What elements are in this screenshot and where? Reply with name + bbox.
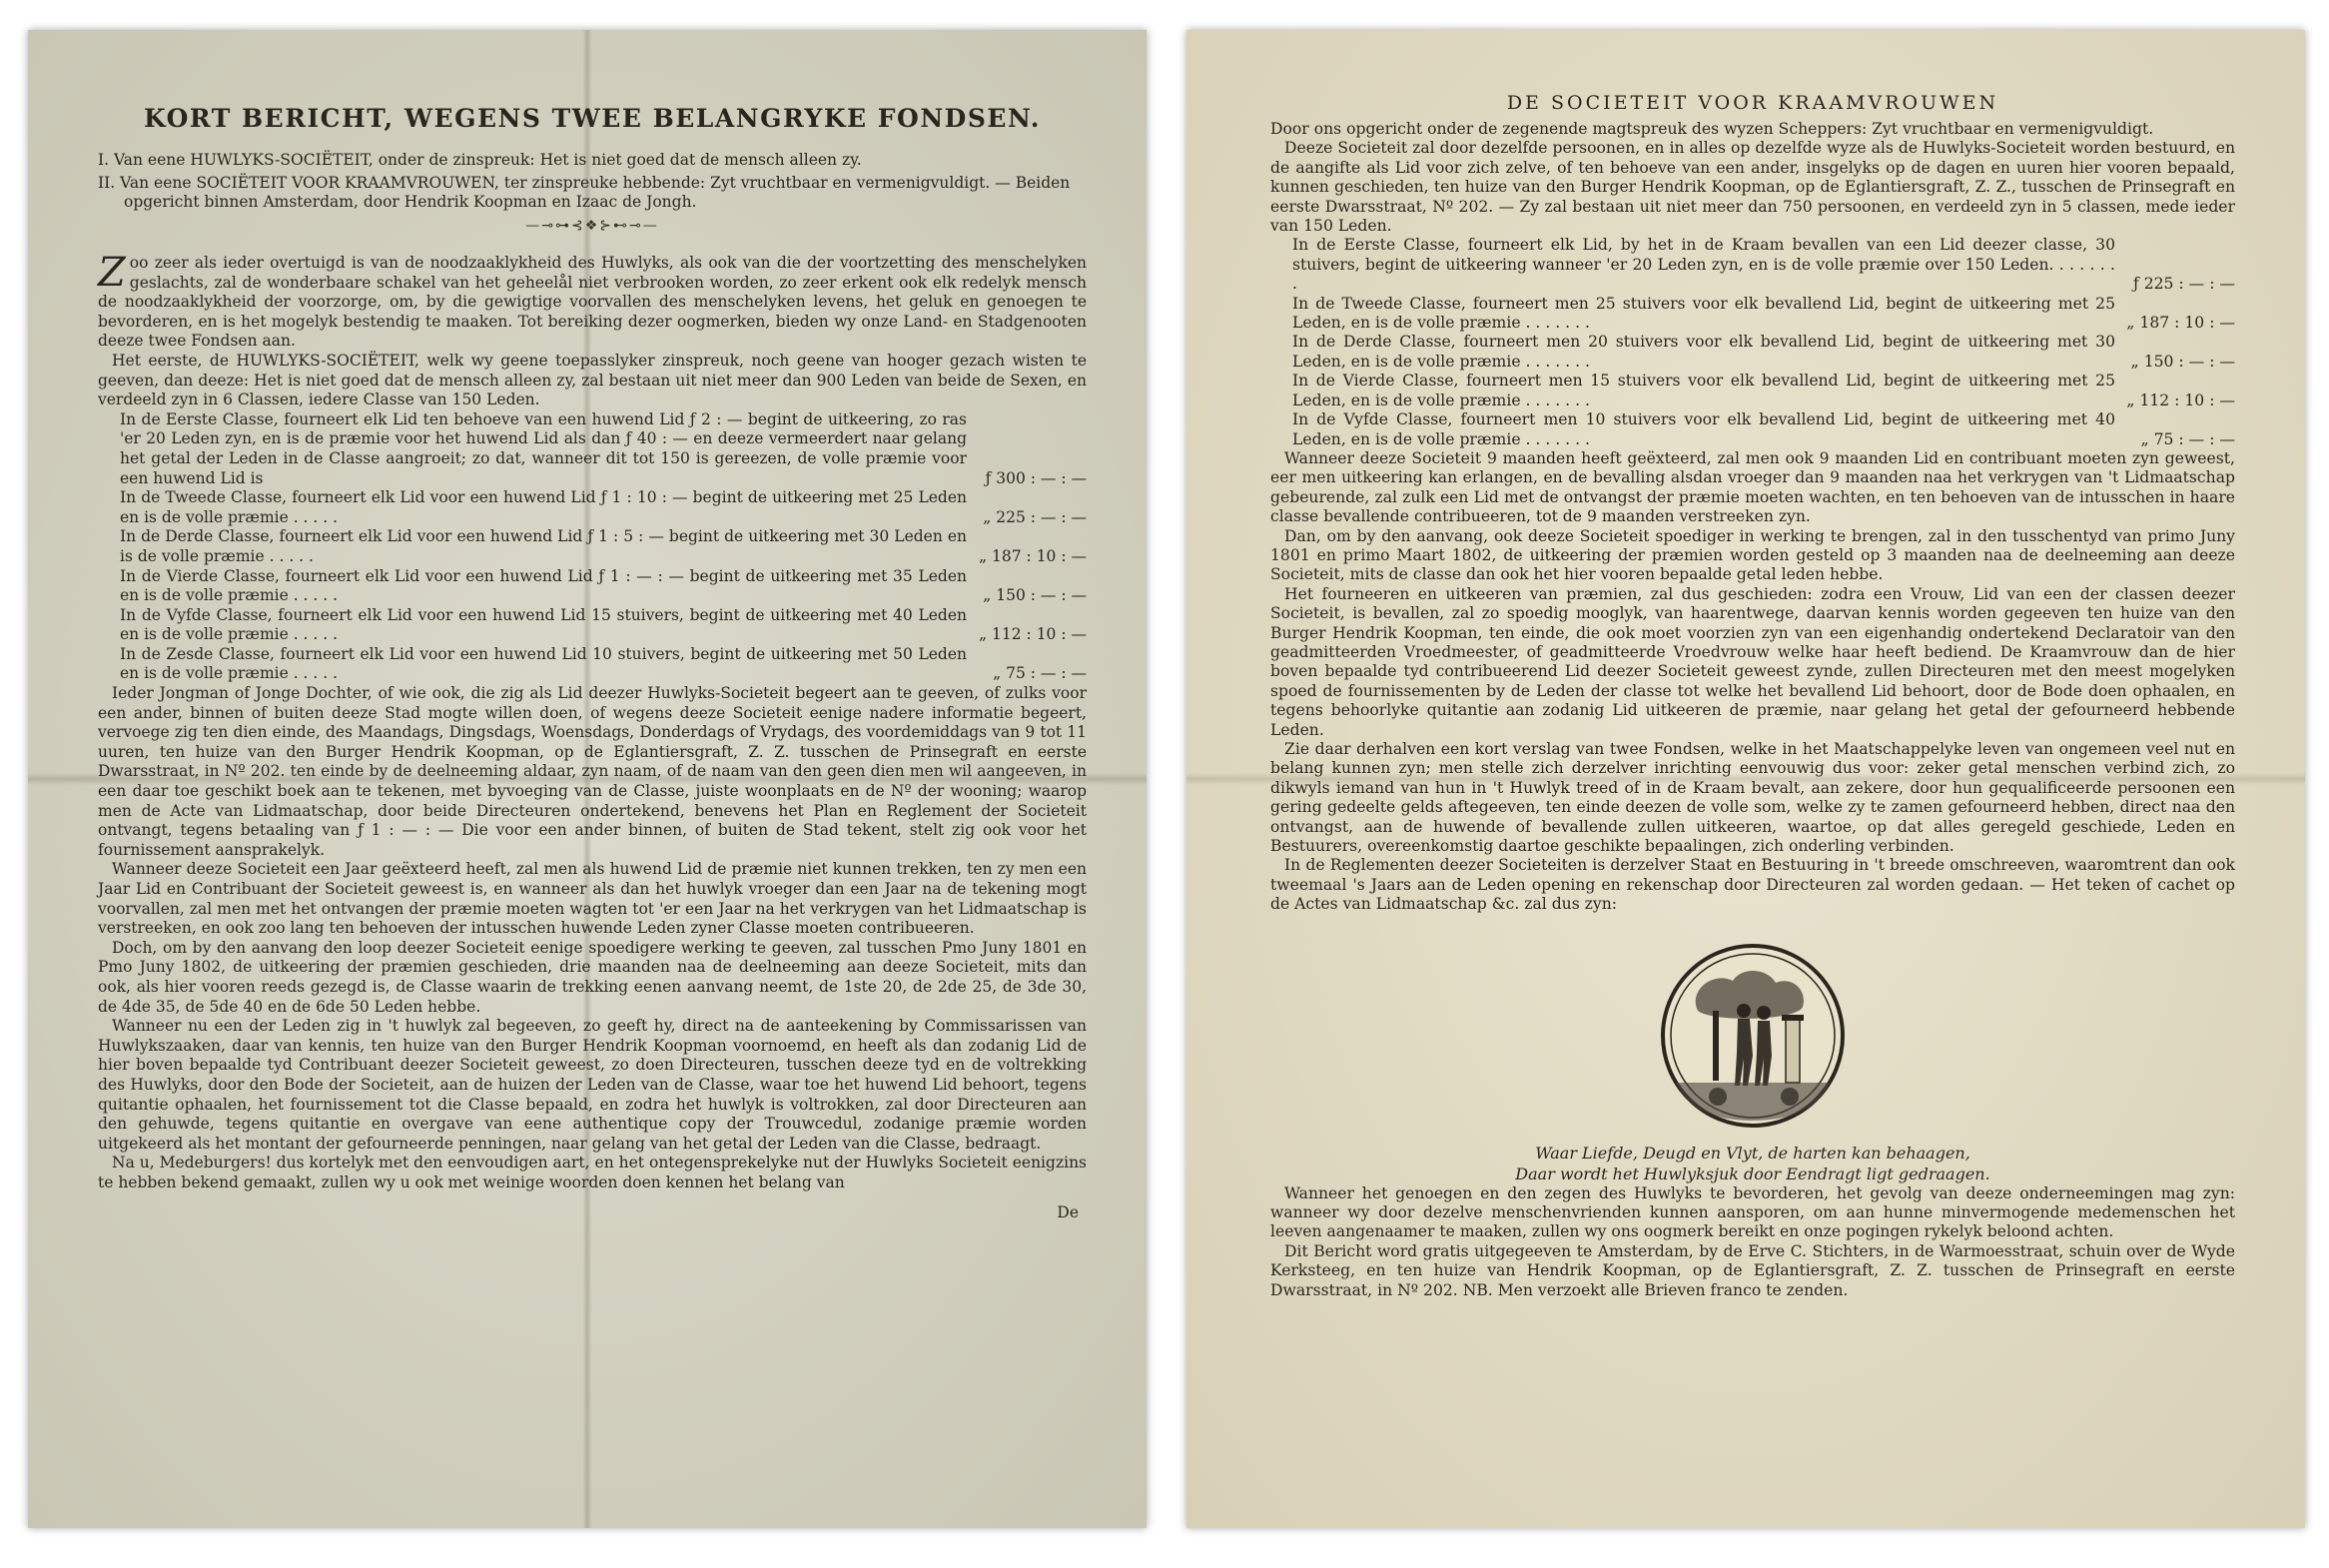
class-amount: „ 150 : — : — [983,586,1087,605]
imprint-paragraph: Dit Bericht word gratis uitgegeeven te Amsterdam, by de Erve C. Stichters, in de Warmoesstraat, schuin over de Wyde Kerksteeg, en ten huize van Hendrik Koopman, op de Eglantiersgraft, Z. Z. tusschen de Prinsegraft en eerste Dwarsstraat, in Nº 202. NB. Men verzoekt alle Brieven franco te zenden. [1270,1241,2235,1299]
society-paragraph: Het eerste, de HUWLYKS-SOCIËTEIT, welk wy geene toepasslyker zinspreuk, noch geene van hooger gezach wisten te geeven, dan deeze: Het is niet goed dat de mensch alleen zy, zal bestaan uit niet meer dan 900 Leden van beide de Sexen, en verdeeld zyn in 6 Classen, iedere Classe van 150 Leden. [98,351,1087,409]
class-amount: ƒ 300 : — : — [985,468,1087,487]
class-amount: „ 150 : — : — [2130,352,2235,371]
seal-emblem-icon [1658,941,1848,1131]
body-paragraph: Door ons opgericht onder de zegenende magtspreuk des wyzen Scheppers: Zyt vruchtbaar en vermenigvuldigt. [1270,120,2154,138]
verse-line: Daar wordt het Huwlyksjuk door Eendragt ligt gedraagen. [1515,1164,1990,1183]
body-paragraph: Dan, om by den aanvang, ook deeze Societeit spoediger in werking te brengen, zal in den tusschentyd van primo Juny 1801 en primo Maart 1802, de uitkeering der præmien worden gesteld op 3 maanden naa de deelneeming aan deeze Societeit, mits de classe dan ook het hier vooren bepaalde getal leden hebbe. [1270,526,2235,584]
left-page [28,30,1147,1528]
class-text: In de Vyfde Classe, fourneert men 10 stuivers voor elk bevallend Lid, begint de uitkeering met 40 Leden, en is de volle præmie . . . . . . . [1292,410,2115,448]
catchword: De [1057,1202,1079,1221]
body-paragraph: Wanneer nu een der Leden zig in 't huwlyk zal begeeven, zo geeft hy, direct na de aanteekening by Commissarissen van Huwlykszaaken, daar van kennis, ten huize van den Burger Hendrik Koopman voornoemd, en heeft als dan zodanig Lid de hier boven bepaalde tyd Contribuant deezer Societeit geweest, zo doen Directeuren, tusschen deeze tyd en de voltrekking des Huwlyks, door den Bode der Societeit, aan de huizen der Leden van de Classe, waar toe het huwend Lid behoort, tegens quitantie ophaalen, het fournissement tot die Classe bepaald, en zodra het huwlyk is voltrokken, zal door Directeuren aan den gehuwde, tegens quitantie en overgave van eene authentique copy der Trouwcedul, zodanige præmie worden uitgekeerd als het montant der gefourneerde penningen, naar gelang van het getal der Leden van die Classe, bedraagt. [98,1017,1087,1153]
fund-numeral: II. [98,174,116,192]
class-text: In de Zesde Classe, fourneert elk Lid voor een huwend Lid 10 stuivers, begint de uitkeering met 50 Leden en is de volle præmie . . . . . [120,644,967,683]
body-paragraph: Deeze Societeit zal door dezelfde persoonen, en in alles op dezelfde wyze als de Huwlyks-Societeit worden bestuurd, en de aangifte als Lid voor zich zelve, of ten behoeve van een ander, insgelyks op de dagen en uuren hier vooren bepaald, kunnen geschieden, ten huize van den Burger Hendrik Koopman, op de Eglantiersgraft, Z. Z., tusschen de Prinsegraft en eerste Dwarsstraat, Nº 202. — Zy zal bestaan uit niet meer dan 750 persoonen, en verdeeld zyn in 5 classen, mede ieder van 150 Leden. [1270,139,2235,236]
fund-text: Van eene SOCIËTEIT VOOR KRAAMVROUWEN, ter zinspreuke hebbende: Zyt vruchtbaar en vermenigvuldigt. — Beiden opgericht binnen Amsterdam, door Hendrik Koopman en Izaac de Jongh. [120,174,1071,211]
class-amount: „ 75 : — : — [993,664,1087,683]
verse-line: Waar Liefde, Deugd en Vlyt, de harten kan behaagen, [1535,1143,1970,1163]
class-row [98,567,1087,606]
class-row [98,527,1087,566]
seal [1270,941,2235,1135]
class-amount: ƒ 225 : — : — [2132,275,2235,294]
body-paragraph: Ieder Jongman of Jonge Dochter, of wie ook, die zig als Lid deezer Huwlyks-Societeit begeert aan te geeven, of zulks voor een ander, binnen of buiten deeze Stad mogte willen doen, of wegens deeze Societeit eenige nadere informatie begeert, vervoege zig ten dien einde, des Maandags, Dingsdags, Woensdags, Donderdags of Vrydags, des voordemiddags van 9 tot 11 uuren, ten huize van den Burger Hendrik Koopman, op de Eglantiersgraft, Z. Z. tusschen de Prinsegraft en eerste Dwarsstraat, in Nº 202. ten einde by de deelneeming aldaar, zyn naam, of de naam van den geen dien men wil aangeeven, in een daar toe geschikt boek aan te tekenen, met byvoeging van de Classe, juiste woonplaats en de Nº der wooning; waarop men de Acte van Lidmaatschap, door beide Directeuren ondertekend, benevens het Plan en Reglement der Societeit ontvangt, tegens betaaling van ƒ 1 : — : — Die voor een ander binnen, of buiten de Stad tekent, stelt zig ook voor het fournissement aansprakelyk. [98,684,1087,859]
class-list [1270,236,2235,448]
section-title: DE SOCIETEIT VOOR KRAAMVROUWEN [1506,92,1999,114]
class-text: In de Vyfde Classe, fourneert elk Lid voor een huwend Lid 15 stuivers, begint de uitkeering met 40 Leden en is de volle præmie . . . . . [120,605,967,644]
class-row [1270,236,2235,294]
body-paragraph: Na u, Medeburgers! dus kortelyk met den eenvoudigen aart, en het ontegensprekelyke nut der Huwlyks Societeit eenigzins te hebben bekend gemaakt, zullen wy u ook met weinige woorden doen kennen het belang van [98,1154,1087,1191]
class-row [1270,295,2235,334]
class-list [98,410,1087,684]
fund-text: Van eene HUWLYKS-SOCIËTEIT, onder de zinspreuk: Het is niet goed dat de mensch alleen zy. [114,151,862,169]
class-text: In de Tweede Classe, fourneert men 25 stuivers voor elk bevallend Lid, begint de uitkeering met 25 Leden, en is de volle præmie . . . . . . . [1292,294,2115,333]
class-text: In de Derde Classe, fourneert elk Lid voor een huwend Lid ƒ 1 : 5 : — begint de uitkeering met 30 Leden en is de volle præmie . . . . . [120,527,967,565]
class-row [1270,372,2235,410]
fund-numeral: I. [98,151,110,169]
class-amount: „ 75 : — : — [2140,429,2235,448]
body-paragraph: Doch, om by den aanvang den loop deezer Societeit eenige spoedigere werking te geeven, zal tusschen Pmo Juny 1801 en Pmo Juny 1802, de uitkeering der præmien geschieden, drie maanden naa de deelneeming aan deeze Societeit, mits dan ook, als hier vooren reeds gezegd is, de Classe waarin de trekking eenen aanvang neemt, de 1ste 20, de 2de 25, de 3de 30, de 4de 35, de 5de 40 en de 6de 50 Leden hebbe. [98,938,1087,1016]
body-paragraph: Zie daar derhalven een kort verslag van twee Fondsen, welke in het Maatschappelyke leven van ongemeen veel nut en belang kunnen zyn; men stelle zich derzelver inrichting eenvouwig dus voor: zeker getal menschen verbind zich, zo dikwyls iemand van hun in 't Huwlyk treed of in de Kraam bevalt, aan zekere, door hun gequalificeerde persoonen een gering gedeelte gelds aftegeeven, ten einde deezen de volle som, welke zy te zamen gefourneerd hebben, direct naa den ontvangst, aan de huwende of bevallende zullen uitkeeren, waartoe, op dat alles geregeld geschiede, Leden en Bestuurers, overeenkomstig daartoe geschikte bepaalingen, zich onderling verbinden. [1270,740,2235,856]
class-text: In de Derde Classe, fourneert men 20 stuivers voor elk bevallend Lid, begint de uitkeering met 30 Leden, en is de volle præmie . . . . . . . [1292,333,2115,371]
body-paragraph: Wanneer deeze Societeit een Jaar geëxteerd heeft, zal men als huwend Lid de præmie niet kunnen trekken, ten zy men een Jaar Lid en Contribuant der Societeit geweest is, en wanneer als dan het huwlyk vroeger dan een Jaar na de tekening mogt voorvallen, zal men met het ontvangen der præmie moeten wagten tot 'er een Jaar na het verkrygen van het Lidmaatschap is verstreeken, en ook zoo lang ten behoeven der intusschen huwende Leden zyner Classe moeten contribueeren. [98,860,1087,938]
class-text: In de Eerste Classe, fourneert elk Lid, by het in de Kraam bevallen van een Lid deezer classe, 30 stuivers, begint de uitkeering wanneer 'er 20 Leden zyn, en is de volle præmie over 150 Leden. . . . . . . . [1292,236,2115,294]
fund-item-1 [98,151,1087,170]
body-paragraph: Wanneer deeze Societeit 9 maanden heeft geëxteerd, zal men ook 9 maanden Lid en contribuant moeten zyn geweest, eer men uitkeering kan erlangen, en de bevalling alsdan vroeger dan 9 maanden naa het verkrygen van 't Lidmaatschap gebeurende, zal zulk een Lid met de ontvangst der præmie moeten wachten, en ten behoeven van de intusschen in haare classe bevallende contribueeren, tot de 9 maanden verstreeken zyn. [1270,448,2235,526]
drop-cap: Z [98,250,126,296]
fund-item-2 [98,174,1087,212]
class-amount: „ 112 : 10 : — [979,625,1087,644]
class-row [1270,333,2235,372]
class-text: In de Eerste Classe, fourneert elk Lid ten behoeve van een huwend Lid ƒ 2 : — begint de uitkeering, zo ras 'er 20 Leden zyn, en is de præmie voor het huwend Lid als dan ƒ 40 : — en deeze vermeerdert naar gelang het getal der Leden in de Classe aangroeit; zo dat, wanneer dit tot 150 is gereezen, de volle præmie voor een huwend Lid is [120,409,967,487]
document-title: KORT BERICHT, WEGENS TWEE BELANGRYKE FONDSEN. [144,104,1041,133]
intro-text: oo zeer als ieder overtuigd is van de noodzaaklykheid des Huwlyks, als ook van die der voortzetting des menschelyken geslachts, zal de wonderbaare schakel van het geheelål niet verbrooken worden, zo zeer erkent ook elk redelyk mensch de noodzaaklykheid der voorzorge, om, by die gewigtige voorvallen des menschelyken levens, het geluk en genoegen te bevorderen, en is het mogelyk bestendig te maaken. Tot bereiking dezer oogmerken, bieden wy onze Land- en Stadgenooten deeze twee Fondsen aan. [98,254,1087,351]
class-row [98,488,1087,527]
class-amount: „ 225 : — : — [983,507,1087,526]
ornament-divider: —⊸⊶⊰❖⊱⊷⊸— [525,218,659,234]
class-row [1270,410,2235,449]
right-page [1186,30,2305,1528]
class-amount: „ 187 : 10 : — [2126,314,2235,333]
class-amount: „ 112 : 10 : — [2126,391,2235,409]
class-row [98,606,1087,645]
intro-paragraph [98,250,1087,352]
body-paragraph: Het fourneeren en uitkeeren van præmien, zal dus geschieden: zodra een Vrouw, Lid van een der classen deezer Societeit, is bevallen, zal zo spoedig mooglyk, van haarentwege, daarvan kennis worden gegeeven ten huize van den Burger Hendrik Koopman, ten einde, die ook moet voorzien zyn van een eigenhandig ondertekend Declaratoir van den geadmitteerden Vroedmeester, of geadmitteerde Vroedvrouw welke haar heeft bediend. De Kraamvrouw dan de hier boven bepaalde tyd contribueerend Lid deezer Societeit geweest zynde, zullen Directeuren met den meest mogelyken spoed de fournissementen by de Leden der classe tot welke het bevallend Lid behoort, door de Bode doen ophaalen, en tegens behoorlyke quitantie aan zodanig Lid uitkeeren de præmie, naar gelang het getal der gefourneerd hebbende Leden. [1270,584,2235,739]
class-text: In de Vierde Classe, fourneert men 15 stuivers voor elk bevallend Lid, begint de uitkeering met 25 Leden, en is de volle præmie . . . . . . . [1292,372,2115,409]
body-paragraph: In de Reglementen deezer Societeiten is derzelver Staat en Bestuuring in 't breede omschreeven, waaromtrent dan ook tweemaal 's Jaars aan de Leden opening en rekenschap door Directeuren zal worden gedaan. — Het teken of cachet op de Actes van Lidmaatschap &c. zal dus zyn: [1270,856,2235,914]
class-amount: „ 187 : 10 : — [979,546,1087,565]
class-row [98,645,1087,684]
class-row [98,410,1087,488]
class-text: In de Tweede Classe, fourneert elk Lid voor een huwend Lid ƒ 1 : 10 : — begint de uitkeering met 25 Leden en is de volle præmie . . . . . [120,488,967,526]
class-text: In de Vierde Classe, fourneert elk Lid voor een huwend Lid ƒ 1 : — : — begint de uitkeering met 35 Leden en is de volle præmie . . . . . [120,566,967,605]
closing-paragraph: Wanneer het genoegen en den zegen des Huwlyks te bevorderen, het gevolg van deeze onderneemingen mag zyn: wanneer wy door dezelve menschenvrienden kunnen aansporen, om aan hunne minvermogende medemenschen het leeven aangenaamer te maaken, zullen wy ons oogmerk bereikt en onze pogingen rykelyk beloond achten. [1270,1183,2235,1241]
